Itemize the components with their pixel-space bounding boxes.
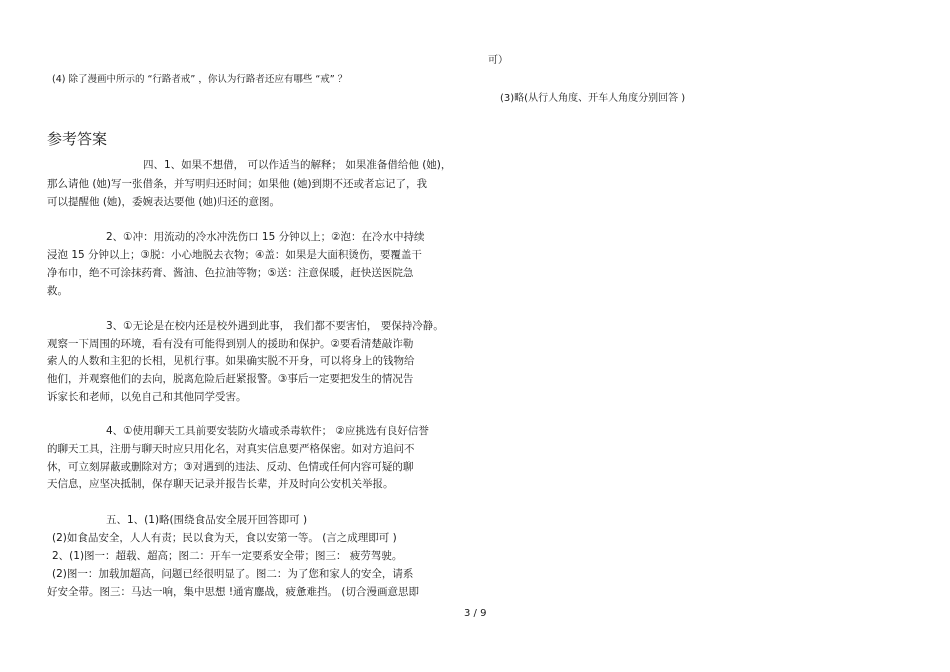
answers-heading: 参考答案 — [47, 130, 108, 148]
page-number: 3 / 9 — [464, 608, 487, 619]
text-line: 2、(1)图一：超载、超高；图二：开车一定要系安全带；图三： 疲劳驾驶。 — [52, 550, 403, 562]
text-line: 2、①冲：用流动的冷水冲洗伤口 15 分钟以上；②泡：在冷水中持续 — [106, 231, 425, 243]
text-line: 诉家长和老师，以免自己和其他同学受害。 — [47, 391, 247, 403]
text-line: 好安全带。图三：马达一响，集中思想 !通宵鏖战，疲惫难挡。 (切合漫画意思即 — [47, 586, 419, 598]
q3-answer: (3)略(从行人角度、开车人角度分别回答 ) — [500, 93, 686, 104]
text-line: 浸泡 15 分钟以上；③脱：小心地脱去衣物；④盖：如果是大面积烫伤，要覆盖干 — [47, 249, 422, 261]
text-line: 五、1、(1)略(围绕食品安全展开回答即可 ) — [106, 514, 308, 526]
text-line: 的聊天工具，注册与聊天时应只用化名，对真实信息要严格保密。如对方追问不 — [47, 443, 415, 455]
text-line: 天信息，应坚决抵制，保存聊天记录并报告长辈，并及时向公安机关举报。 — [47, 478, 394, 490]
text-line: 净布巾，绝不可涂抹药膏、酱油、色拉油等物；⑤送：注意保暖，赶快送医院急 — [47, 267, 414, 279]
text-line: 救。 — [47, 285, 68, 297]
text-line: 观察一下周围的环境，看有没有可能得到别人的援助和保护。②要看清楚敲诈勒 — [47, 338, 414, 350]
text-line: 索人的人数和主犯的长相，见机行事。如果确实脱不开身，可以将身上的钱物给 — [47, 355, 415, 367]
text-line: 他们，并观察他们的去向，脱离危险后赶紧报警。③事后一定要把发生的情况告 — [47, 373, 414, 385]
text-line: 四、1、如果不想借， 可以作适当的解释； 如果准备借给他 (她)， — [143, 159, 452, 171]
question-4: (4) 除了漫画中所示的 “行路者戒” ，你认为行路者还应有哪些 “戒” ？ — [52, 74, 348, 85]
right-column-fragment: 可） — [488, 55, 508, 66]
text-line: (2)如食品安全，人人有责；民以食为天，食以安第一等。 (言之成理即可 ) — [52, 532, 397, 544]
text-line: 休，可立刻屏蔽或删除对方；③对遇到的违法、反动、色情或任何内容可疑的聊 — [47, 461, 414, 473]
text-line: 3、①无论是在校内还是校外遇到此事， 我们都不要害怕， 要保持冷静。 — [106, 320, 444, 332]
text-line: (2)图一：加载加超高，问题已经很明显了。图二：为了您和家人的安全，请系 — [52, 568, 414, 580]
text-line: 4、①使用聊天工具前要安装防火墙或杀毒软件； ②应挑选有良好信誉 — [106, 425, 429, 437]
text-line: 那么请他 (她)写一张借条，并写明归还时间；如果他 (她)到期不还或者忘记了，我 — [47, 178, 428, 190]
text-line: 可以提醒他 (她)，委婉表达要他 (她)归还的意图。 — [47, 196, 281, 208]
